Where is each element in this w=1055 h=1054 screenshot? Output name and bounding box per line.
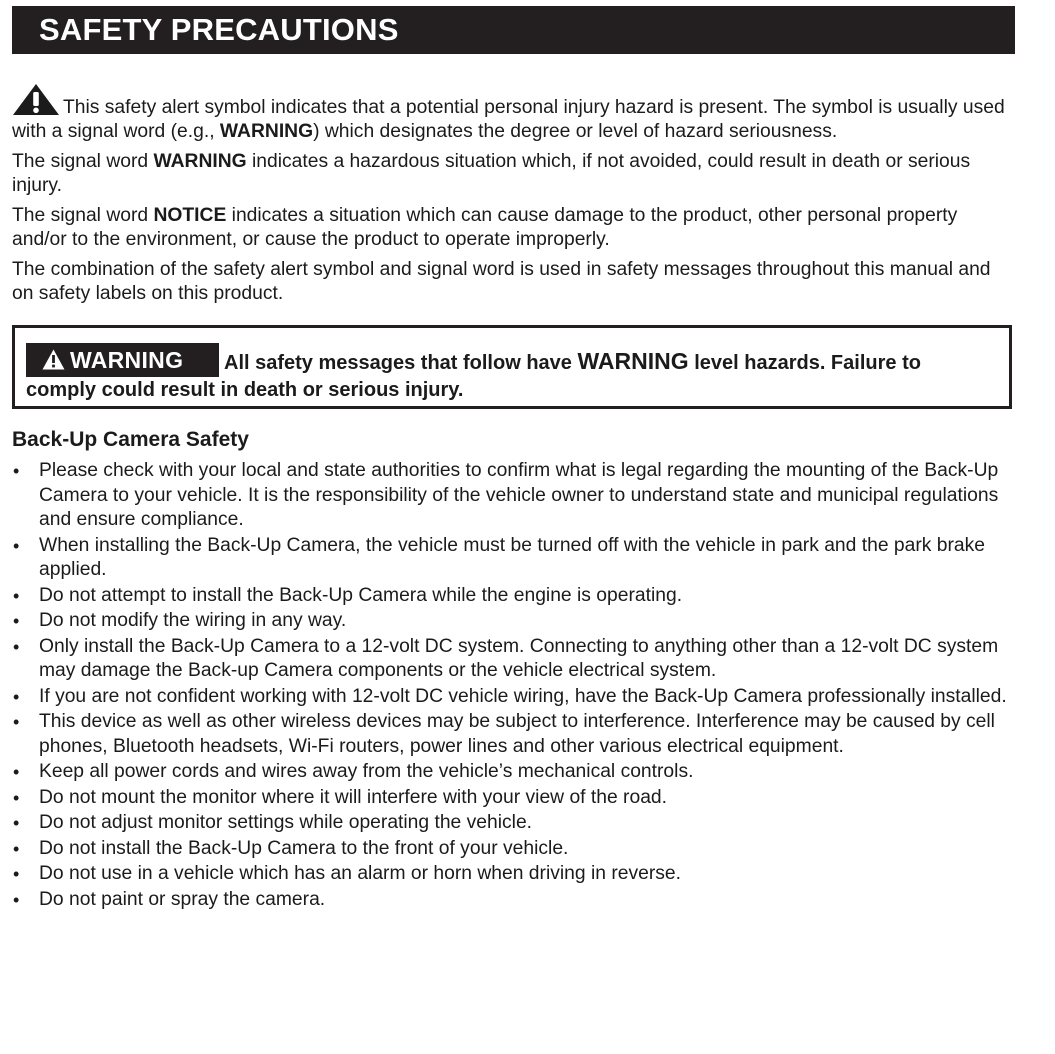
warning-callout-box <box>12 325 1012 409</box>
list-item: • Do not adjust monitor settings while operating the vehicle. <box>12 811 1012 836</box>
warning-message-line-2: comply could result in death or serious injury. <box>26 379 464 401</box>
warning-line1-signal-word: WARNING <box>577 348 689 374</box>
page-title: SAFETY PRECAUTIONS <box>39 12 399 47</box>
section-title-bar <box>12 6 1015 54</box>
safety-alert-triangle-icon <box>12 83 60 116</box>
intro-paragraph-notice <box>12 204 1015 251</box>
intro-paragraph-alert-symbol <box>12 83 1015 143</box>
intro-p3-text-a: The signal word <box>12 205 154 226</box>
intro-p3-text-b: indicates a situation which can cause damage to the product, other personal property and/or to the environment, or cause the product to operate improperly. <box>12 205 958 250</box>
warning-badge-label: WARNING <box>70 347 184 373</box>
list-item: • When installing the Back-Up Camera, the vehicle must be turned off with the vehicle in park and the park brake applied. <box>12 534 1012 583</box>
intro-p2-text-a: The signal word <box>12 151 154 172</box>
warning-line1-text-a: All safety messages that follow have <box>224 352 578 374</box>
list-item: • Do not paint or spray the camera. <box>12 888 1012 913</box>
list-item: • Please check with your local and state authorities to confirm what is legal regarding the mounting of the Back-Up Camera to your vehicle. It is the responsibility of the vehicle owner to understand state and municipal regulations and ensure compliance. <box>12 459 1012 533</box>
warning-message-line-1 <box>224 349 921 375</box>
intro-paragraph-combination: The combination of the safety alert symbol and signal word is used in safety messages throughout this manual and on safety labels on this product. <box>12 259 991 304</box>
intro-p1-bold: WARNING <box>219 120 314 142</box>
warning-badge <box>26 343 219 377</box>
list-item: • Do not modify the wiring in any way. <box>12 609 1012 634</box>
list-item: • Do not mount the monitor where it will interfere with your view of the road. <box>12 786 1012 811</box>
list-item: • Keep all power cords and wires away from the vehicle’s mechanical controls. <box>12 760 1012 785</box>
warning-triangle-icon <box>42 349 65 370</box>
list-item: • If you are not confident working with 12-volt DC vehicle wiring, have the Back-Up Camera professionally installed. <box>12 685 1012 710</box>
intro-p1-text-b: ) which designates the degree or level of hazard seriousness. <box>313 120 838 142</box>
intro-p2-text-b: indicates a hazardous situation which, if not avoided, could result in death or serious injury. <box>12 151 971 196</box>
list-item: • Do not install the Back-Up Camera to the front of your vehicle. <box>12 837 1012 862</box>
intro-p3-bold: NOTICE <box>153 205 227 226</box>
list-item: • This device as well as other wireless devices may be subject to interference. Interference may be caused by cell phones, Bluetooth headsets, Wi-Fi routers, power lines and other various electrical equipment. <box>12 710 1012 759</box>
list-item: • Do not use in a vehicle which has an alarm or horn when driving in reverse. <box>12 862 1012 887</box>
intro-p2-bold: WARNING <box>153 151 247 172</box>
warning-line1-text-b: level hazards. Failure to <box>688 352 921 374</box>
intro-paragraph-warning <box>12 150 1015 197</box>
intro-p1-text-a: This safety alert symbol indicates that a potential personal injury hazard is present. The symbol is usually used with a signal word (e.g., <box>12 97 1005 142</box>
list-item: • Only install the Back-Up Camera to a 12-volt DC system. Connecting to anything other than a 12-volt DC system may damage the Back-up Camera components or the vehicle electrical system. <box>12 635 1012 684</box>
intro-text <box>12 83 1015 312</box>
list-item: • Do not attempt to install the Back-Up Camera while the engine is operating. <box>12 584 1012 609</box>
section-heading-backup-camera-safety: Back-Up Camera Safety <box>12 428 249 451</box>
safety-bullet-list <box>12 459 1012 913</box>
